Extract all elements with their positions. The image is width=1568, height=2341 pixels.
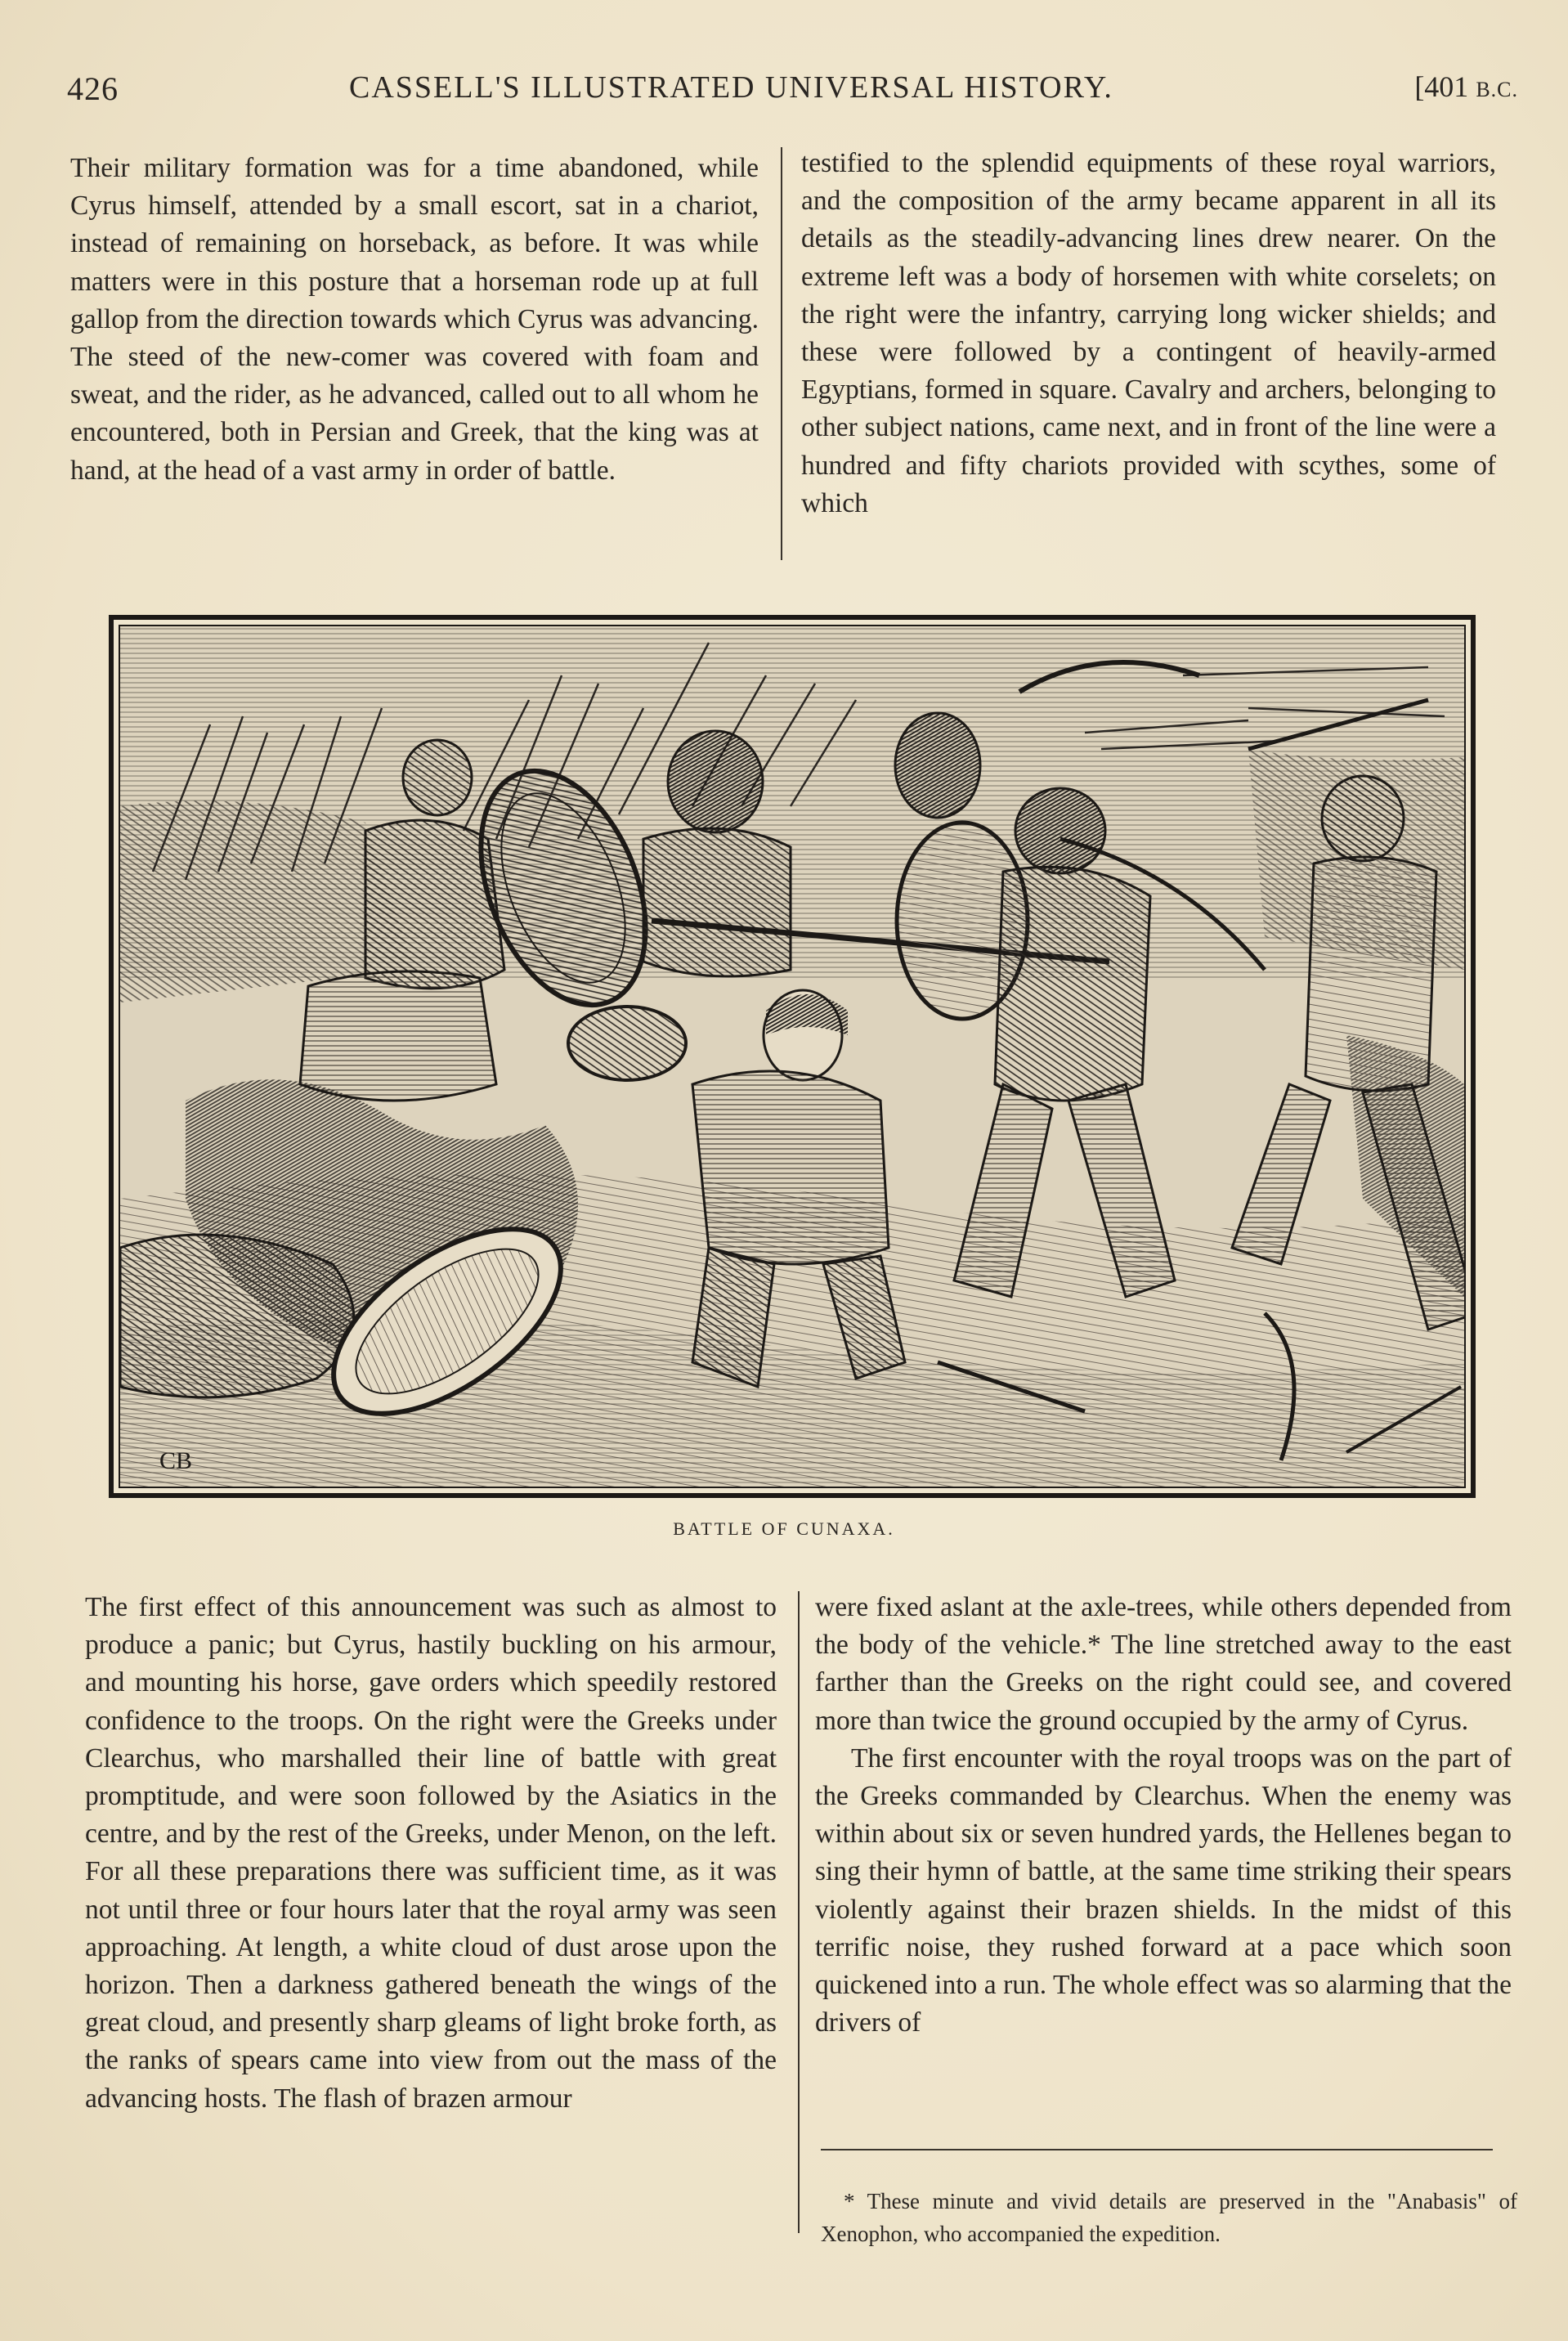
paragraph: Their military formation was for a time abandoned, while Cyrus himself, attended by a small escort, sat in a chariot, instead of remaining on horseback, as before. It was while matters were in this posture that a horseman rode up at full gallop from the direction towards which Cyrus was advancing. The steed of the new-comer was covered with foam and sweat, and the rider, as he advanced, called out to all whom he encountered, both in Persian and Greek, that the king was at hand, at the head of a vast army in order of battle. [70, 153, 759, 486]
footnote-text: * These minute and vivid details are preserved in the "Anabasis" of Xenophon, who accompanied the expedition. [821, 2189, 1517, 2246]
battle-illustration [119, 625, 1466, 1488]
footnote [821, 2163, 1517, 2272]
figure-caption: BATTLE OF CUNAXA. [673, 1518, 895, 1539]
date-bracket: [401 [1414, 70, 1469, 103]
top-right-column [801, 145, 1496, 522]
top-left-column [70, 150, 759, 490]
bottom-right-column [815, 1589, 1512, 2042]
paragraph: testified to the splendid equipments of these royal warriors, and the composition of the army became apparent in all its details as the steadily-advancing lines drew nearer. On the extreme left was a body of horsemen with white corselets; on the right were the infantry, carrying long wicker shields; and these were followed by a contingent of heavily-armed Egyptians, formed in square. Cavalry and archers, belonging to other subject nations, came next, and in front of the line were a hundred and fifty chariots provided with scythes, some of which [801, 148, 1496, 518]
page-header [67, 70, 1518, 119]
footnote-rule [821, 2149, 1493, 2150]
illustration-frame [109, 615, 1476, 1498]
page-number: 426 [67, 70, 119, 107]
paragraph: were fixed aslant at the axle-trees, while others depended from the body of the vehicle.* The line stretched away to the east farther than the Greeks on the right could see, and covered more than twice the ground occupied by the army of Cyrus. [815, 1592, 1512, 1736]
engraving-svg [120, 626, 1464, 1487]
date-marker [1414, 70, 1518, 104]
paragraph: The first effect of this announcement was such as almost to produce a panic; but Cyrus, hastily buckling on his armour, and mounting his horse, gave orders which speedily restored confidence to the troops. On the right were the Greeks under Clearchus, who marshalled their line of battle with great promptitude, and were soon followed by the Asiatics in the centre, and by the rest of the Greeks, under Menon, on the left. For all these preparations there was sufficient time, as it was not until three or four hours later that the royal army was seen approaching. At length, a white cloud of dust arose upon the horizon. Then a darkness gathered beneath the wings of the great cloud, and presently sharp gleams of light broke forth, as the ranks of spears came into view from out the mass of the advancing hosts. The flash of brazen armour [85, 1592, 777, 2114]
column-divider [781, 147, 782, 560]
column-divider [798, 1591, 800, 2233]
date-era: B.C. [1476, 78, 1518, 101]
bottom-left-column [85, 1589, 777, 2118]
paragraph: The first encounter with the royal troops was on the part of the Greeks commanded by Clearchus. When the enemy was within about six or seven hundred yards, the Hellenes began to sing their hymn of battle, at the same time striking their spears violently against their brazen shields. In the midst of this terrific noise, they rushed forward at a pace which soon quickened into a run. The whole effect was so alarming that the drivers of [815, 1742, 1512, 2038]
illustrator-signature: CB [159, 1447, 193, 1474]
running-title: CASSELL'S ILLUSTRATED UNIVERSAL HISTORY. [349, 70, 1113, 105]
